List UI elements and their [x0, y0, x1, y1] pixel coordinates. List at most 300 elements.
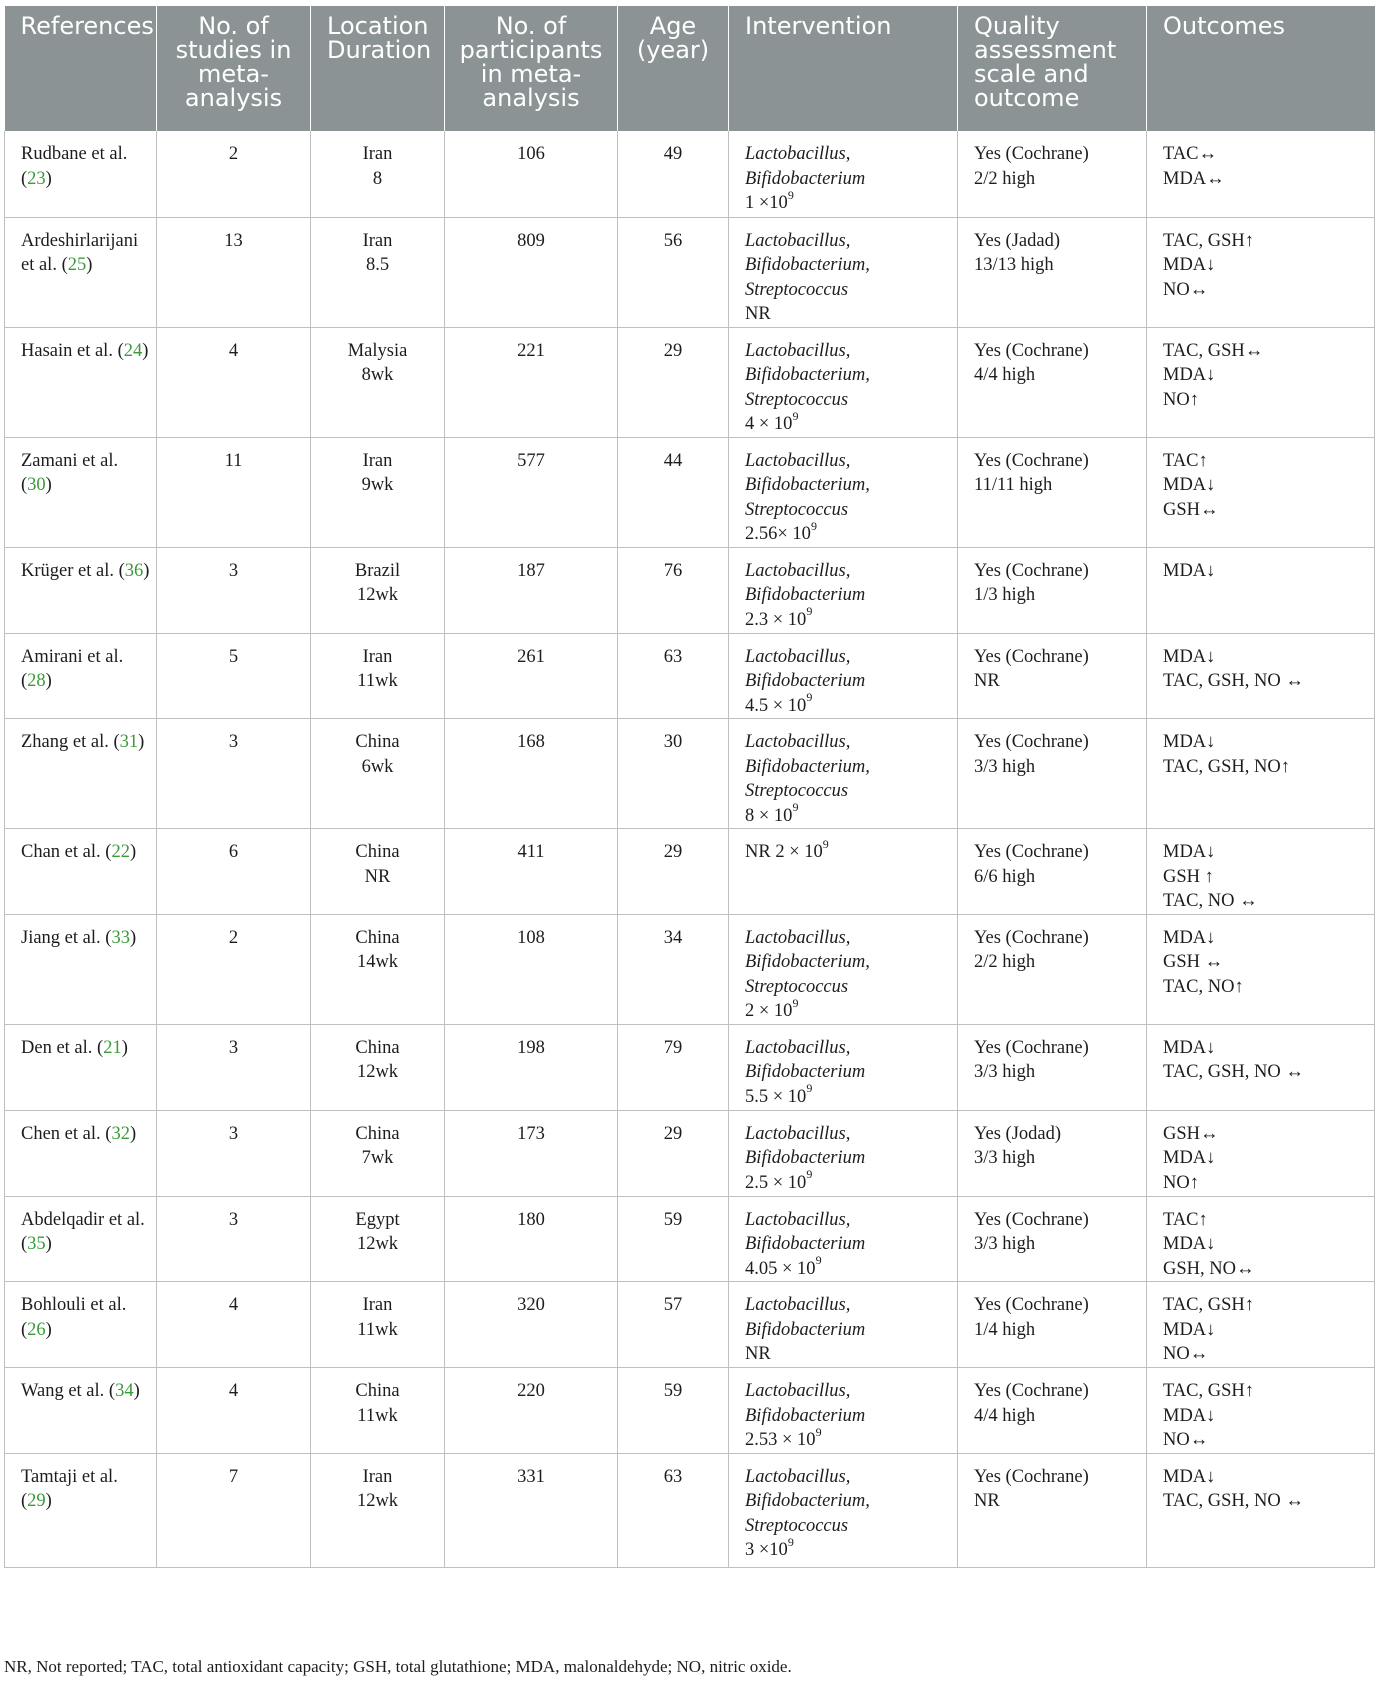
quality-line: Yes (Cochrane)	[974, 646, 1089, 667]
table-row	[5, 719, 1375, 829]
cell-quality	[958, 1110, 1147, 1196]
table-container	[4, 6, 1374, 1568]
cell-participants	[445, 719, 618, 829]
cell-age	[618, 829, 729, 915]
duration: 9wk	[361, 475, 394, 495]
cell-age	[618, 1282, 729, 1368]
dose-value: 2.56× 10	[745, 524, 811, 544]
quality-line: 4/4 high	[974, 1405, 1036, 1426]
quality-line: 4/4 high	[974, 365, 1036, 385]
outcome-line: GSH↔	[1163, 1123, 1219, 1144]
cell-reference: Abdelqadir et al. (35)	[5, 1196, 157, 1282]
location: Iran	[362, 450, 393, 471]
table-row	[5, 327, 1375, 437]
dose-value: NR 2 × 10	[745, 842, 823, 862]
dose	[745, 1424, 951, 1453]
location: China	[355, 927, 400, 948]
cell-intervention	[729, 719, 958, 829]
genus-name: Lactobacillus,	[745, 1123, 851, 1144]
genus-name: Streptococcus	[745, 1515, 849, 1536]
dose	[745, 604, 951, 633]
quality-line: 3/3 high	[974, 756, 1036, 777]
duration: 12wk	[356, 1062, 399, 1082]
genus-name: Bifidobacterium	[745, 1319, 866, 1340]
age-value: 57	[663, 1295, 683, 1315]
cell-reference: Den et al. (21)	[5, 1024, 157, 1110]
dose	[745, 187, 951, 216]
reference-number: 23	[27, 168, 46, 189]
outcome-line: TAC, GSH↑	[1163, 230, 1255, 251]
cell-participants	[445, 1110, 618, 1196]
cell-reference: Zamani et al. (30)	[5, 437, 157, 547]
cell-intervention	[729, 1110, 958, 1196]
cell-location-duration	[311, 1110, 445, 1196]
quality-line: Yes (Cochrane)	[974, 1295, 1089, 1315]
reference-number: 34	[115, 1381, 134, 1401]
cell-outcomes	[1147, 719, 1375, 829]
location: Iran	[362, 230, 393, 251]
participants-count: 261	[517, 646, 545, 667]
cell-quality	[958, 437, 1147, 547]
author-name: Zhang et al.	[21, 732, 109, 752]
duration: 8	[372, 168, 383, 189]
cell-studies	[157, 1282, 311, 1368]
genus-name: Streptococcus	[745, 389, 849, 410]
outcome-line: MDA↓	[1163, 732, 1216, 752]
cell-studies	[157, 1110, 311, 1196]
quality-line: 1/3 high	[974, 585, 1036, 605]
cell-participants	[445, 547, 618, 633]
outcome-line: MDA↓	[1163, 560, 1216, 581]
outcome-line: TAC↑	[1163, 1209, 1208, 1230]
dose-value: NR	[745, 304, 771, 324]
quality-line: 1/4 high	[974, 1319, 1036, 1340]
dose-value: 4 × 10	[745, 414, 793, 434]
quality-line: Yes (Cochrane)	[974, 927, 1089, 948]
genus-name: Bifidobacterium,	[745, 475, 870, 495]
outcome-line: MDA↓	[1163, 1234, 1216, 1254]
quality-line: 11/11 high	[974, 475, 1053, 495]
quality-line: Yes (Jadad)	[974, 230, 1060, 251]
quality-line: Yes (Cochrane)	[974, 732, 1089, 752]
dose-value: 4.05 × 10	[745, 1258, 816, 1279]
duration: 12wk	[356, 1491, 399, 1511]
location: China	[355, 1037, 400, 1058]
header-references: References	[5, 6, 157, 131]
participants-count: 187	[517, 560, 545, 581]
table-row	[5, 1282, 1375, 1368]
dose-value: 2 × 10	[745, 1001, 793, 1021]
cell-outcomes	[1147, 1453, 1375, 1567]
outcome-line: TAC↔	[1163, 144, 1218, 164]
duration: 8.5	[365, 255, 390, 275]
cell-age	[618, 1196, 729, 1282]
cell-age	[618, 327, 729, 437]
cell-studies	[157, 217, 311, 327]
cell-participants	[445, 217, 618, 327]
author-name: Jiang et al.	[21, 927, 101, 948]
outcome-line: TAC, GSH, NO ↔	[1163, 1491, 1304, 1511]
cell-studies	[157, 1196, 311, 1282]
participants-count: 198	[517, 1037, 545, 1058]
reference-number: 22	[111, 842, 130, 862]
header-location-duration: Location Duration	[311, 6, 445, 131]
cell-participants	[445, 131, 618, 217]
genus-name: Bifidobacterium,	[745, 365, 870, 385]
author-name: Tamtaji et al.	[21, 1466, 118, 1487]
cell-quality	[958, 829, 1147, 915]
cell-location-duration	[311, 719, 445, 829]
author-name: Krüger et al.	[21, 560, 114, 581]
table-row	[5, 1196, 1375, 1282]
header-quality-assessment: Quality assessment scale and outcome	[958, 6, 1147, 131]
cell-quality	[958, 547, 1147, 633]
genus-name: Bifidobacterium,	[745, 1491, 870, 1511]
reference-number: 26	[27, 1319, 46, 1340]
outcome-line: MDA↓	[1163, 1037, 1216, 1058]
cell-outcomes	[1147, 1368, 1375, 1454]
cell-intervention	[729, 829, 958, 915]
cell-studies	[157, 547, 311, 633]
outcome-line: MDA↓	[1163, 842, 1216, 862]
cell-quality	[958, 1453, 1147, 1567]
table-row	[5, 131, 1375, 217]
studies-count: 4	[228, 340, 239, 361]
cell-age	[618, 437, 729, 547]
cell-participants	[445, 1282, 618, 1368]
cell-location-duration	[311, 131, 445, 217]
cell-outcomes	[1147, 1024, 1375, 1110]
location: China	[355, 732, 400, 752]
genus-name: Lactobacillus,	[745, 646, 851, 667]
genus-name: Lactobacillus,	[745, 340, 851, 361]
studies-count: 3	[228, 1209, 239, 1230]
author-name: Ardeshirlarijani et al.	[21, 230, 139, 275]
duration: 12wk	[356, 1234, 399, 1254]
duration: 8wk	[361, 365, 394, 385]
age-value: 29	[663, 1123, 683, 1144]
cell-location-duration	[311, 829, 445, 915]
location: Malysia	[347, 340, 408, 361]
cell-studies	[157, 1368, 311, 1454]
quality-line: NR	[974, 1491, 1000, 1511]
reference-number: 33	[111, 927, 130, 948]
table-row	[5, 437, 1375, 547]
genus-name: Lactobacillus,	[745, 1037, 851, 1058]
quality-line: Yes (Cochrane)	[974, 1037, 1089, 1058]
outcome-line: GSH ↑	[1163, 866, 1214, 887]
studies-count: 6	[228, 842, 239, 862]
cell-location-duration	[311, 914, 445, 1024]
dose	[745, 408, 951, 437]
age-value: 29	[663, 842, 683, 862]
location: Brazil	[354, 560, 401, 581]
genus-name: Lactobacillus,	[745, 732, 851, 752]
cell-intervention	[729, 131, 958, 217]
cell-quality	[958, 327, 1147, 437]
author-name: Den et al.	[21, 1037, 93, 1058]
author-name: Zamani et al.	[21, 450, 119, 471]
genus-name: Bifidobacterium,	[745, 952, 870, 972]
age-value: 44	[663, 450, 683, 471]
duration: 6wk	[361, 756, 394, 777]
genus-name: Lactobacillus,	[745, 230, 851, 251]
age-value: 76	[663, 560, 683, 581]
cell-participants	[445, 327, 618, 437]
cell-intervention	[729, 1368, 958, 1454]
reference-number: 21	[103, 1037, 122, 1058]
location: China	[355, 1381, 400, 1401]
outcome-line: GSH ↔	[1163, 952, 1224, 972]
cell-outcomes	[1147, 131, 1375, 217]
cell-quality	[958, 633, 1147, 719]
quality-line: Yes (Cochrane)	[974, 450, 1089, 471]
cell-studies	[157, 1453, 311, 1567]
outcome-line: GSH↔	[1163, 499, 1219, 520]
dose	[745, 1081, 951, 1110]
participants-count: 331	[517, 1466, 545, 1487]
reference-number: 32	[111, 1123, 130, 1144]
dose-exponent: 9	[810, 518, 817, 533]
genus-name: Lactobacillus,	[745, 144, 851, 164]
genus-name: Lactobacillus,	[745, 1466, 851, 1487]
cell-quality	[958, 719, 1147, 829]
participants-count: 220	[517, 1381, 545, 1401]
location: China	[355, 1123, 400, 1144]
studies-count: 5	[228, 646, 239, 667]
quality-line: 2/2 high	[974, 952, 1036, 972]
dose	[745, 800, 951, 829]
cell-quality	[958, 131, 1147, 217]
cell-location-duration	[311, 633, 445, 719]
cell-intervention	[729, 633, 958, 719]
outcome-line: MDA↓	[1163, 475, 1216, 495]
cell-reference: Rudbane et al. (23)	[5, 131, 157, 217]
table-footnote: NR, Not reported; TAC, total antioxidant capacity; GSH, total glutathione; MDA, malonaldehyde; NO, nitric oxide.	[4, 1657, 792, 1676]
participants-count: 180	[517, 1209, 545, 1230]
genus-name: Bifidobacterium	[745, 1148, 866, 1168]
quality-line: 3/3 high	[974, 1148, 1036, 1168]
cell-outcomes	[1147, 829, 1375, 915]
age-value: 30	[663, 732, 683, 752]
header-age: Age (year)	[618, 6, 729, 131]
dose-value: 2.53 × 10	[745, 1430, 816, 1450]
outcome-line: MDA↔	[1163, 168, 1225, 189]
cell-age	[618, 131, 729, 217]
dose	[745, 1253, 951, 1282]
genus-name: Lactobacillus,	[745, 1209, 851, 1230]
genus-name: Bifidobacterium	[745, 1062, 866, 1082]
quality-line: Yes (Cochrane)	[974, 560, 1089, 581]
location: Iran	[362, 646, 393, 667]
author-name: Wang et al.	[21, 1381, 105, 1401]
outcome-line: NO↔	[1163, 279, 1209, 300]
duration: 7wk	[361, 1148, 394, 1168]
dose-value: NR	[745, 1344, 771, 1364]
cell-outcomes	[1147, 633, 1375, 719]
genus-name: Lactobacillus,	[745, 1381, 851, 1401]
outcome-line: TAC, NO ↔	[1163, 891, 1258, 911]
quality-line: 3/3 high	[974, 1062, 1036, 1082]
reference-number: 29	[27, 1491, 46, 1511]
cell-studies	[157, 633, 311, 719]
cell-intervention	[729, 547, 958, 633]
cell-outcomes	[1147, 327, 1375, 437]
cell-reference: Tamtaji et al. (29)	[5, 1453, 157, 1567]
genus-name: Bifidobacterium	[745, 1405, 866, 1426]
reference-number: 24	[123, 340, 143, 361]
outcome-line: TAC↑	[1163, 450, 1208, 471]
cell-participants	[445, 1368, 618, 1454]
duration: 14wk	[356, 952, 399, 972]
genus-name: Streptococcus	[745, 499, 849, 520]
cell-outcomes	[1147, 1196, 1375, 1282]
cell-outcomes	[1147, 1282, 1375, 1368]
age-value: 29	[663, 340, 683, 361]
cell-intervention	[729, 1282, 958, 1368]
genus-name: Lactobacillus,	[745, 927, 851, 948]
cell-intervention	[729, 437, 958, 547]
outcome-line: MDA↓	[1163, 255, 1216, 275]
cell-participants	[445, 1024, 618, 1110]
cell-location-duration	[311, 217, 445, 327]
quality-line: 3/3 high	[974, 1234, 1036, 1254]
age-value: 59	[663, 1209, 683, 1230]
author-name: Hasain et al.	[21, 340, 113, 361]
quality-line: Yes (Cochrane)	[974, 1381, 1089, 1401]
table-row	[5, 1368, 1375, 1454]
outcome-line: TAC, NO↑	[1163, 976, 1244, 997]
dose	[745, 836, 951, 865]
outcome-line: MDA↓	[1163, 1319, 1216, 1340]
cell-outcomes	[1147, 1110, 1375, 1196]
dose-exponent: 9	[792, 995, 799, 1010]
outcome-line: MDA↓	[1163, 1466, 1216, 1487]
participants-count: 577	[517, 450, 545, 471]
dose-exponent: 9	[815, 1424, 822, 1439]
participants-count: 108	[517, 927, 545, 948]
age-value: 63	[663, 1466, 683, 1487]
cell-quality	[958, 1024, 1147, 1110]
outcome-line: NO↔	[1163, 1344, 1209, 1364]
dose	[745, 518, 951, 547]
cell-intervention	[729, 327, 958, 437]
genus-name: Bifidobacterium,	[745, 756, 870, 777]
age-value: 56	[663, 230, 683, 251]
cell-location-duration	[311, 1196, 445, 1282]
cell-outcomes	[1147, 437, 1375, 547]
table-body	[5, 131, 1375, 1567]
header-row	[5, 6, 1375, 131]
cell-outcomes	[1147, 914, 1375, 1024]
quality-line: Yes (Jodad)	[974, 1123, 1062, 1144]
cell-quality	[958, 217, 1147, 327]
location: Iran	[362, 144, 393, 164]
cell-studies	[157, 829, 311, 915]
cell-reference: Bohlouli et al. (26)	[5, 1282, 157, 1368]
outcome-line: NO↔	[1163, 1430, 1209, 1450]
genus-name: Bifidobacterium	[745, 1234, 866, 1254]
table-row	[5, 633, 1375, 719]
cell-quality	[958, 1196, 1147, 1282]
cell-reference: Jiang et al. (33)	[5, 914, 157, 1024]
reference-number: 25	[67, 255, 87, 275]
author-name: Chan et al.	[21, 842, 101, 862]
cell-age	[618, 1368, 729, 1454]
studies-count: 4	[228, 1381, 239, 1401]
cell-participants	[445, 1453, 618, 1567]
outcome-line: NO↑	[1163, 389, 1199, 410]
cell-studies	[157, 131, 311, 217]
cell-outcomes	[1147, 217, 1375, 327]
quality-line: Yes (Cochrane)	[974, 1466, 1089, 1487]
outcome-line: NO↑	[1163, 1172, 1199, 1193]
dose-value: 1 ×10	[745, 193, 788, 213]
cell-studies	[157, 1024, 311, 1110]
age-value: 59	[663, 1381, 683, 1401]
studies-count: 2	[228, 927, 239, 948]
dose-value: 2.3 × 10	[745, 609, 807, 630]
cell-reference: Chan et al. (22)	[5, 829, 157, 915]
table-row	[5, 914, 1375, 1024]
table-row	[5, 547, 1375, 633]
cell-reference: Chen et al. (32)	[5, 1110, 157, 1196]
cell-location-duration	[311, 1368, 445, 1454]
cell-location-duration	[311, 1453, 445, 1567]
dose	[745, 1534, 951, 1563]
location: Iran	[362, 1295, 393, 1315]
cell-participants	[445, 633, 618, 719]
duration: 11wk	[357, 1319, 398, 1340]
cell-participants	[445, 914, 618, 1024]
cell-location-duration	[311, 437, 445, 547]
outcome-line: TAC, GSH, NO ↔	[1163, 1062, 1304, 1082]
outcome-line: MDA↓	[1163, 927, 1216, 948]
genus-name: Streptococcus	[745, 781, 849, 801]
cell-quality	[958, 914, 1147, 1024]
age-value: 63	[663, 646, 683, 667]
dose-exponent: 9	[822, 836, 829, 851]
genus-name: Bifidobacterium	[745, 585, 866, 605]
cell-reference: Krüger et al. (36)	[5, 547, 157, 633]
cell-studies	[157, 914, 311, 1024]
reference-number: 30	[27, 475, 46, 495]
cell-studies	[157, 719, 311, 829]
author-name: Rudbane et al.	[21, 144, 128, 164]
studies-count: 3	[228, 1123, 239, 1144]
participants-count: 320	[517, 1295, 545, 1315]
author-name: Chen et al.	[21, 1123, 101, 1144]
outcome-line: TAC, GSH↑	[1163, 1381, 1255, 1401]
quality-line: 2/2 high	[974, 168, 1036, 189]
genus-name: Lactobacillus,	[745, 560, 851, 581]
dose	[745, 1167, 951, 1196]
outcome-line: MDA↓	[1163, 1148, 1216, 1168]
cell-outcomes	[1147, 547, 1375, 633]
dose-exponent: 9	[792, 408, 799, 423]
genus-name: Bifidobacterium,	[745, 255, 870, 275]
dose-exponent: 9	[806, 690, 813, 705]
cell-age	[618, 217, 729, 327]
dose-value: 4.5 × 10	[745, 695, 807, 716]
dose	[745, 690, 951, 719]
table-row	[5, 217, 1375, 327]
studies-count: 11	[224, 450, 243, 471]
cell-age	[618, 547, 729, 633]
author-name: Abdelqadir et al.	[21, 1209, 145, 1230]
cell-intervention	[729, 217, 958, 327]
outcome-line: MDA↓	[1163, 1405, 1216, 1426]
